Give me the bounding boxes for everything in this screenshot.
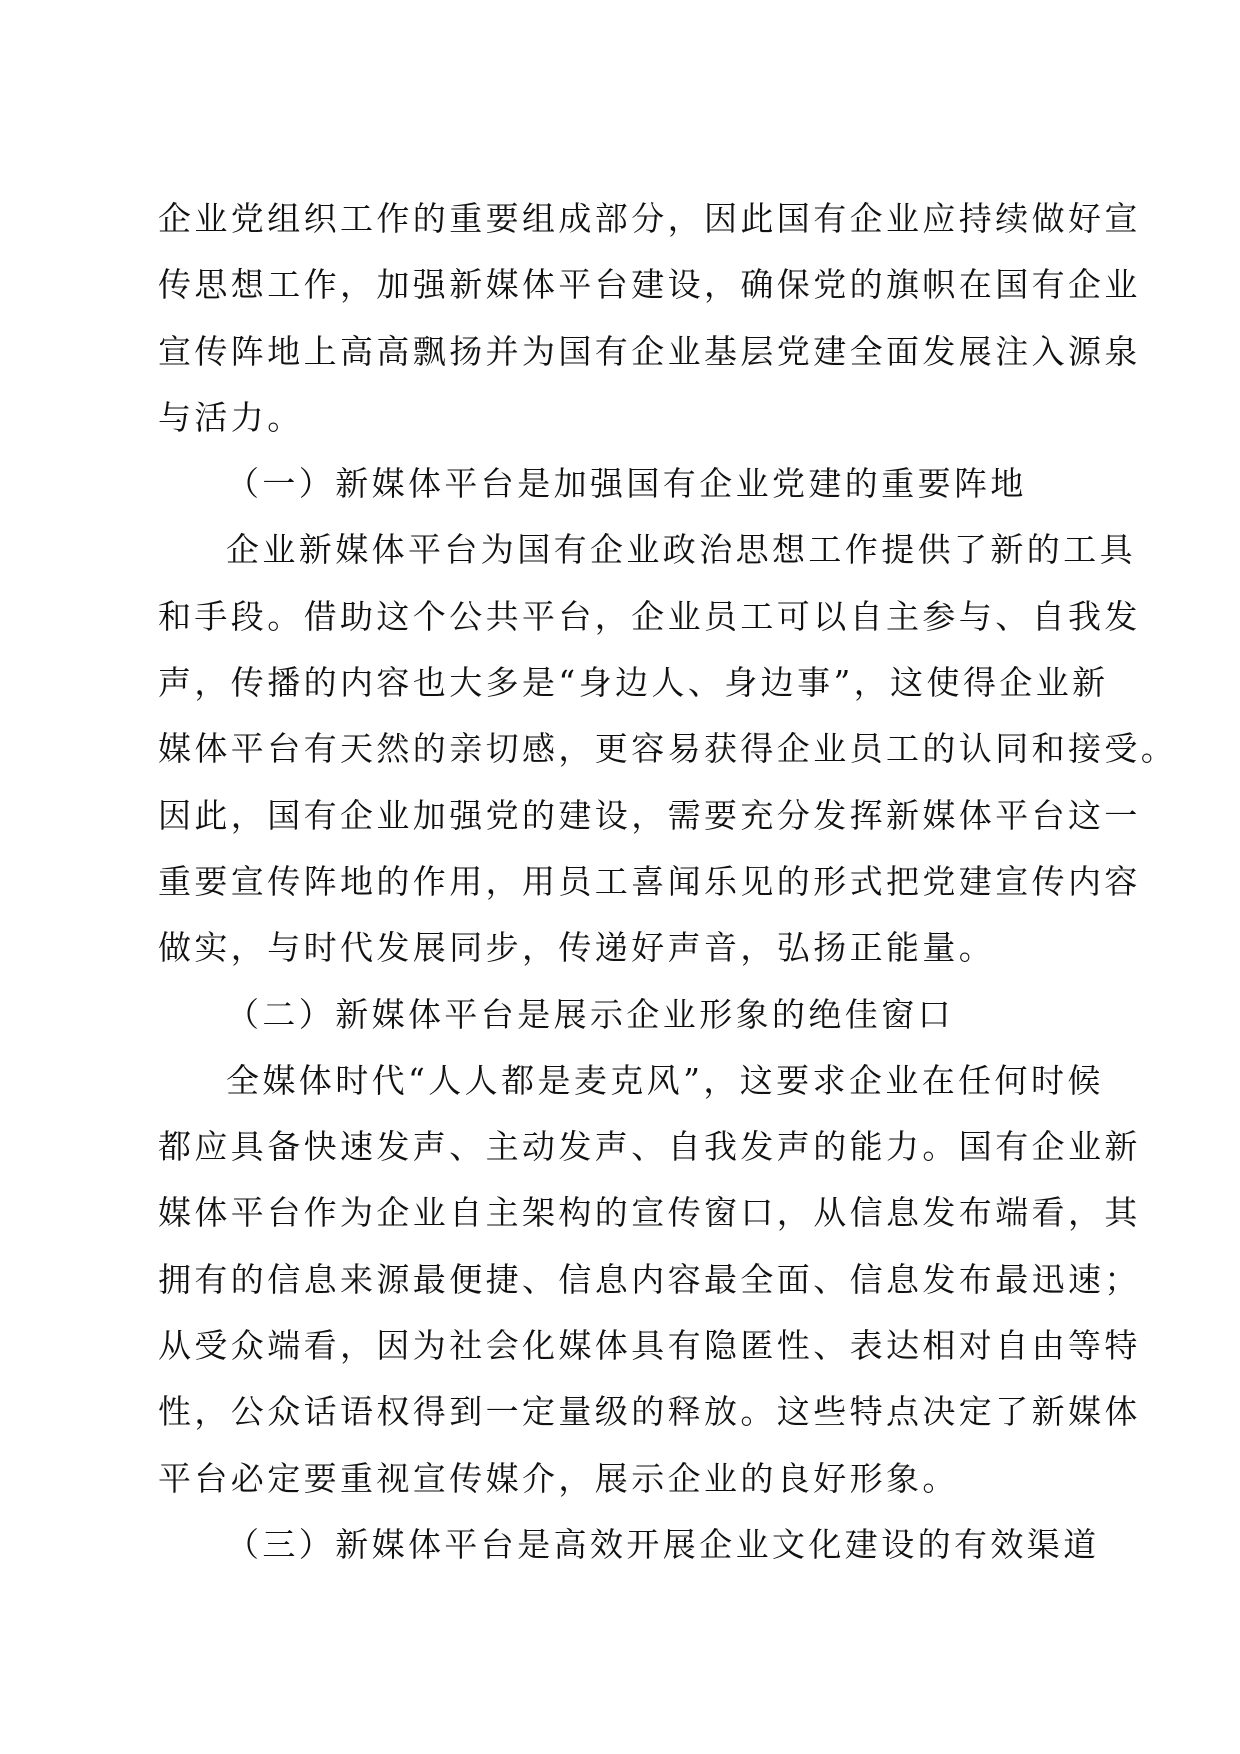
- section-heading-2: （二）新媒体平台是展示企业形象的绝佳窗口: [226, 994, 954, 1034]
- paragraph-line: 性，公众话语权得到一定量级的释放。这些特点决定了新媒体: [158, 1392, 1141, 1432]
- paragraph-line: 和手段。借助这个公共平台，企业员工可以自主参与、自我发: [158, 596, 1141, 636]
- paragraph-line: 声，传播的内容也大多是“身边人、身边事”，这使得企业新: [158, 663, 1109, 703]
- paragraph-line: 都应具备快速发声、主动发声、自我发声的能力。国有企业新: [158, 1127, 1141, 1167]
- paragraph-line: 与活力。: [158, 397, 304, 437]
- paragraph-line: 传思想工作，加强新媒体平台建设，确保党的旗帜在国有企业: [158, 265, 1141, 305]
- section-heading-1: （一）新媒体平台是加强国有企业党建的重要阵地: [226, 464, 1027, 504]
- paragraph-line: 企业党组织工作的重要组成部分，因此国有企业应持续做好宣: [158, 199, 1141, 238]
- paragraph-line: 做实，与时代发展同步，传递好声音，弘扬正能量。: [158, 928, 996, 968]
- paragraph-line: 媒体平台有天然的亲切感，更容易获得企业员工的认同和接受。: [158, 729, 1178, 769]
- paragraph-line: 重要宣传阵地的作用，用员工喜闻乐见的形式把党建宣传内容: [158, 861, 1141, 901]
- paragraph-line: 宣传阵地上高高飘扬并为国有企业基层党建全面发展注入源泉: [158, 331, 1141, 371]
- paragraph-line: 企业新媒体平台为国有企业政治思想工作提供了新的工具: [226, 530, 1136, 570]
- paragraph-line: 因此，国有企业加强党的建设，需要充分发挥新媒体平台这一: [158, 795, 1141, 835]
- paragraph-line: 拥有的信息来源最便捷、信息内容最全面、信息发布最迅速；: [158, 1259, 1141, 1299]
- paragraph-line: 平台必定要重视宣传媒介，展示企业的良好形象。: [158, 1458, 959, 1498]
- document-body: [158, 186, 1178, 1578]
- paragraph-line: 全媒体时代“人人都是麦克风”，这要求企业在任何时候: [226, 1060, 1104, 1100]
- paragraph-line: 媒体平台作为企业自主架构的宣传窗口，从信息发布端看，其: [158, 1193, 1141, 1233]
- section-heading-3: （三）新媒体平台是高效开展企业文化建设的有效渠道: [226, 1524, 1100, 1564]
- paragraph-line: 从受众端看，因为社会化媒体具有隐匿性、表达相对自由等特: [158, 1326, 1141, 1366]
